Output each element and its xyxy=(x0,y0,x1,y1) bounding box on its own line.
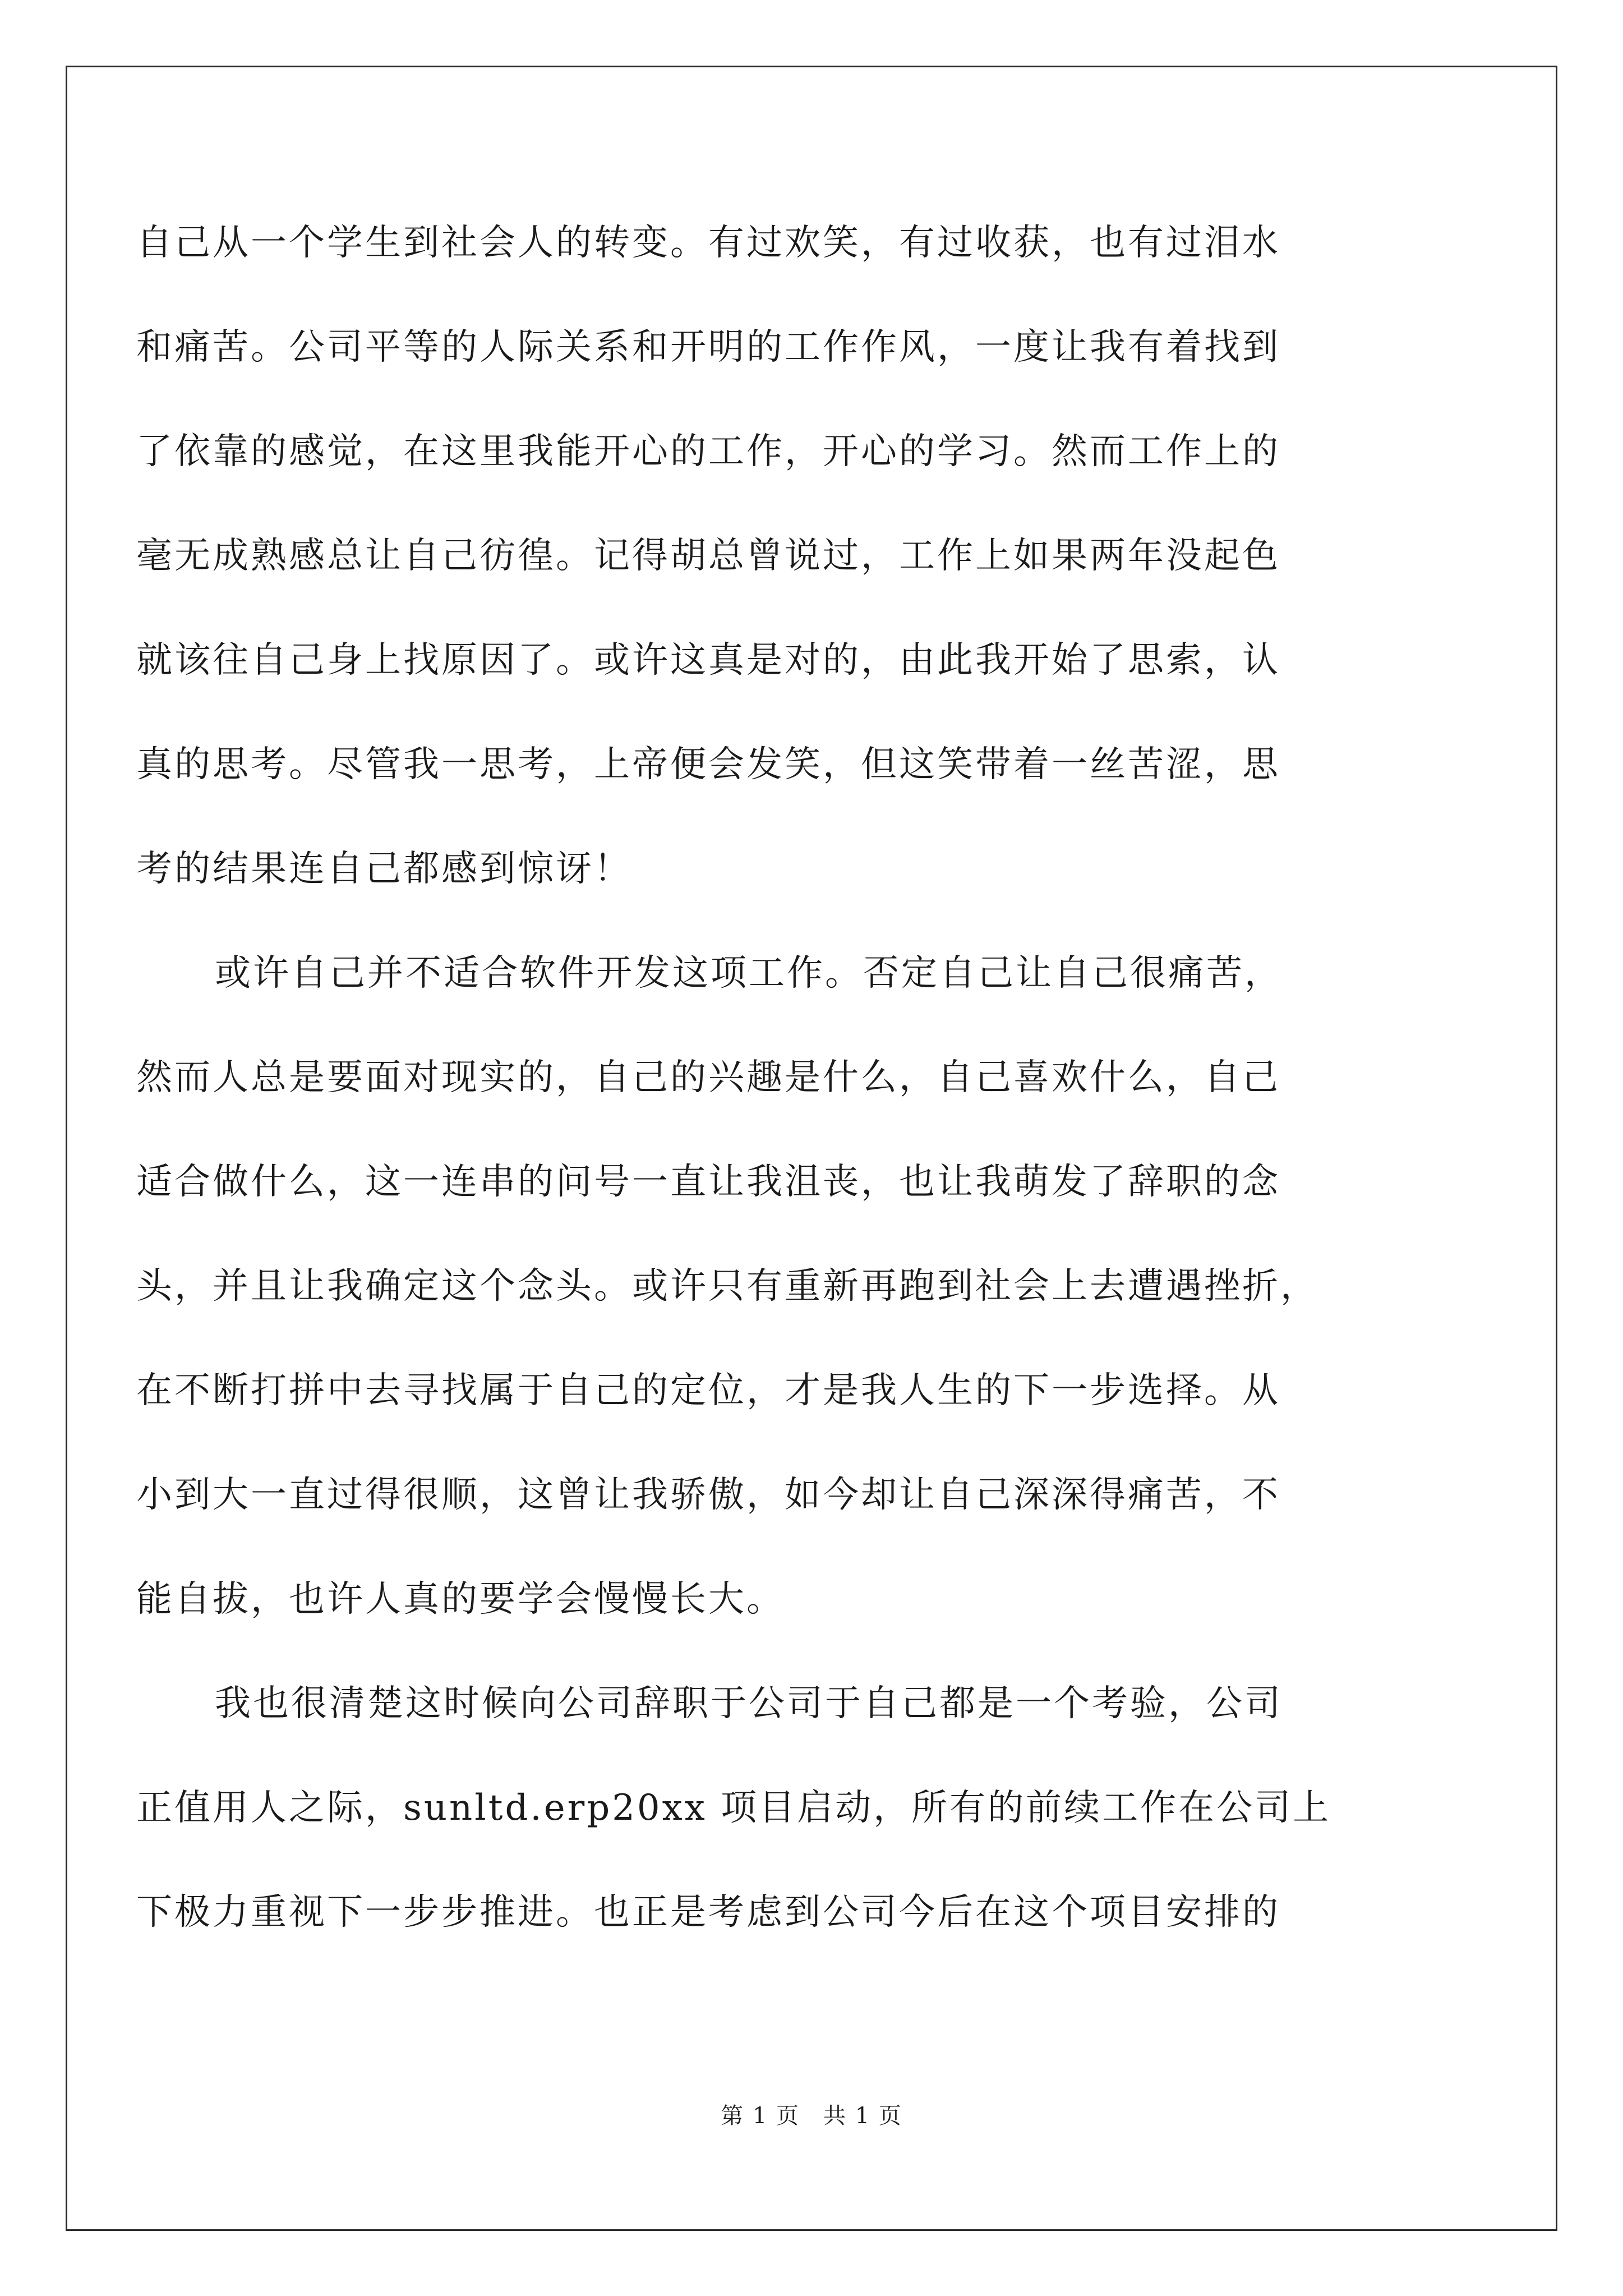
text-line-7: 考的结果连自己都感到惊讶！ xyxy=(136,848,632,890)
text-line-4: 毫无成熟感总让自己彷徨。记得胡总曾说过，工作上如果两年没起色 xyxy=(136,535,1280,577)
text-line-2: 和痛苦。公司平等的人际关系和开明的工作作风，一度让我有着找到 xyxy=(136,326,1280,368)
text-line-16: 正值用人之际，sunltd.erp20xx 项目启动，所有的前续工作在公司上 xyxy=(136,1787,1331,1829)
text-line-9: 然而人总是要面对现实的，自己的兴趣是什么，自己喜欢什么，自己 xyxy=(136,1057,1280,1098)
text-line-14: 能自拔，也许人真的要学会慢慢长大。 xyxy=(136,1579,785,1620)
text-line-15: 我也很清楚这时候向公司辞职于公司于自己都是一个考验，公司 xyxy=(215,1683,1283,1724)
page-number-footer: 第 1 页 共 1 页 xyxy=(721,2103,902,2129)
text-line-12: 在不断打拼中去寻找属于自己的定位，才是我人生的下一步选择。从 xyxy=(136,1370,1280,1411)
text-line-6: 真的思考。尽管我一思考，上帝便会发笑，但这笑带着一丝苦涩，思 xyxy=(136,744,1280,785)
text-line-1: 自己从一个学生到社会人的转变。有过欢笑，有过收获，也有过泪水 xyxy=(136,222,1280,264)
text-line-10: 适合做什么，这一连串的问号一直让我沮丧，也让我萌发了辞职的念 xyxy=(136,1161,1280,1203)
document-body xyxy=(136,191,1482,1964)
text-line-13: 小到大一直过得很顺，这曾让我骄傲，如今却让自己深深得痛苦，不 xyxy=(136,1474,1280,1516)
text-line-11: 头，并且让我确定这个念头。或许只有重新再跑到社会上去遭遇挫折， xyxy=(136,1266,1318,1307)
text-line-17: 下极力重视下一步步推进。也正是考虑到公司今后在这个项目安排的 xyxy=(136,1892,1280,1933)
text-line-8: 或许自己并不适合软件开发这项工作。否定自己让自己很痛苦， xyxy=(215,953,1283,994)
text-line-5: 就该往自己身上找原因了。或许这真是对的，由此我开始了思索，认 xyxy=(136,639,1280,681)
text-line-3: 了依靠的感觉，在这里我能开心的工作，开心的学习。然而工作上的 xyxy=(136,431,1280,472)
